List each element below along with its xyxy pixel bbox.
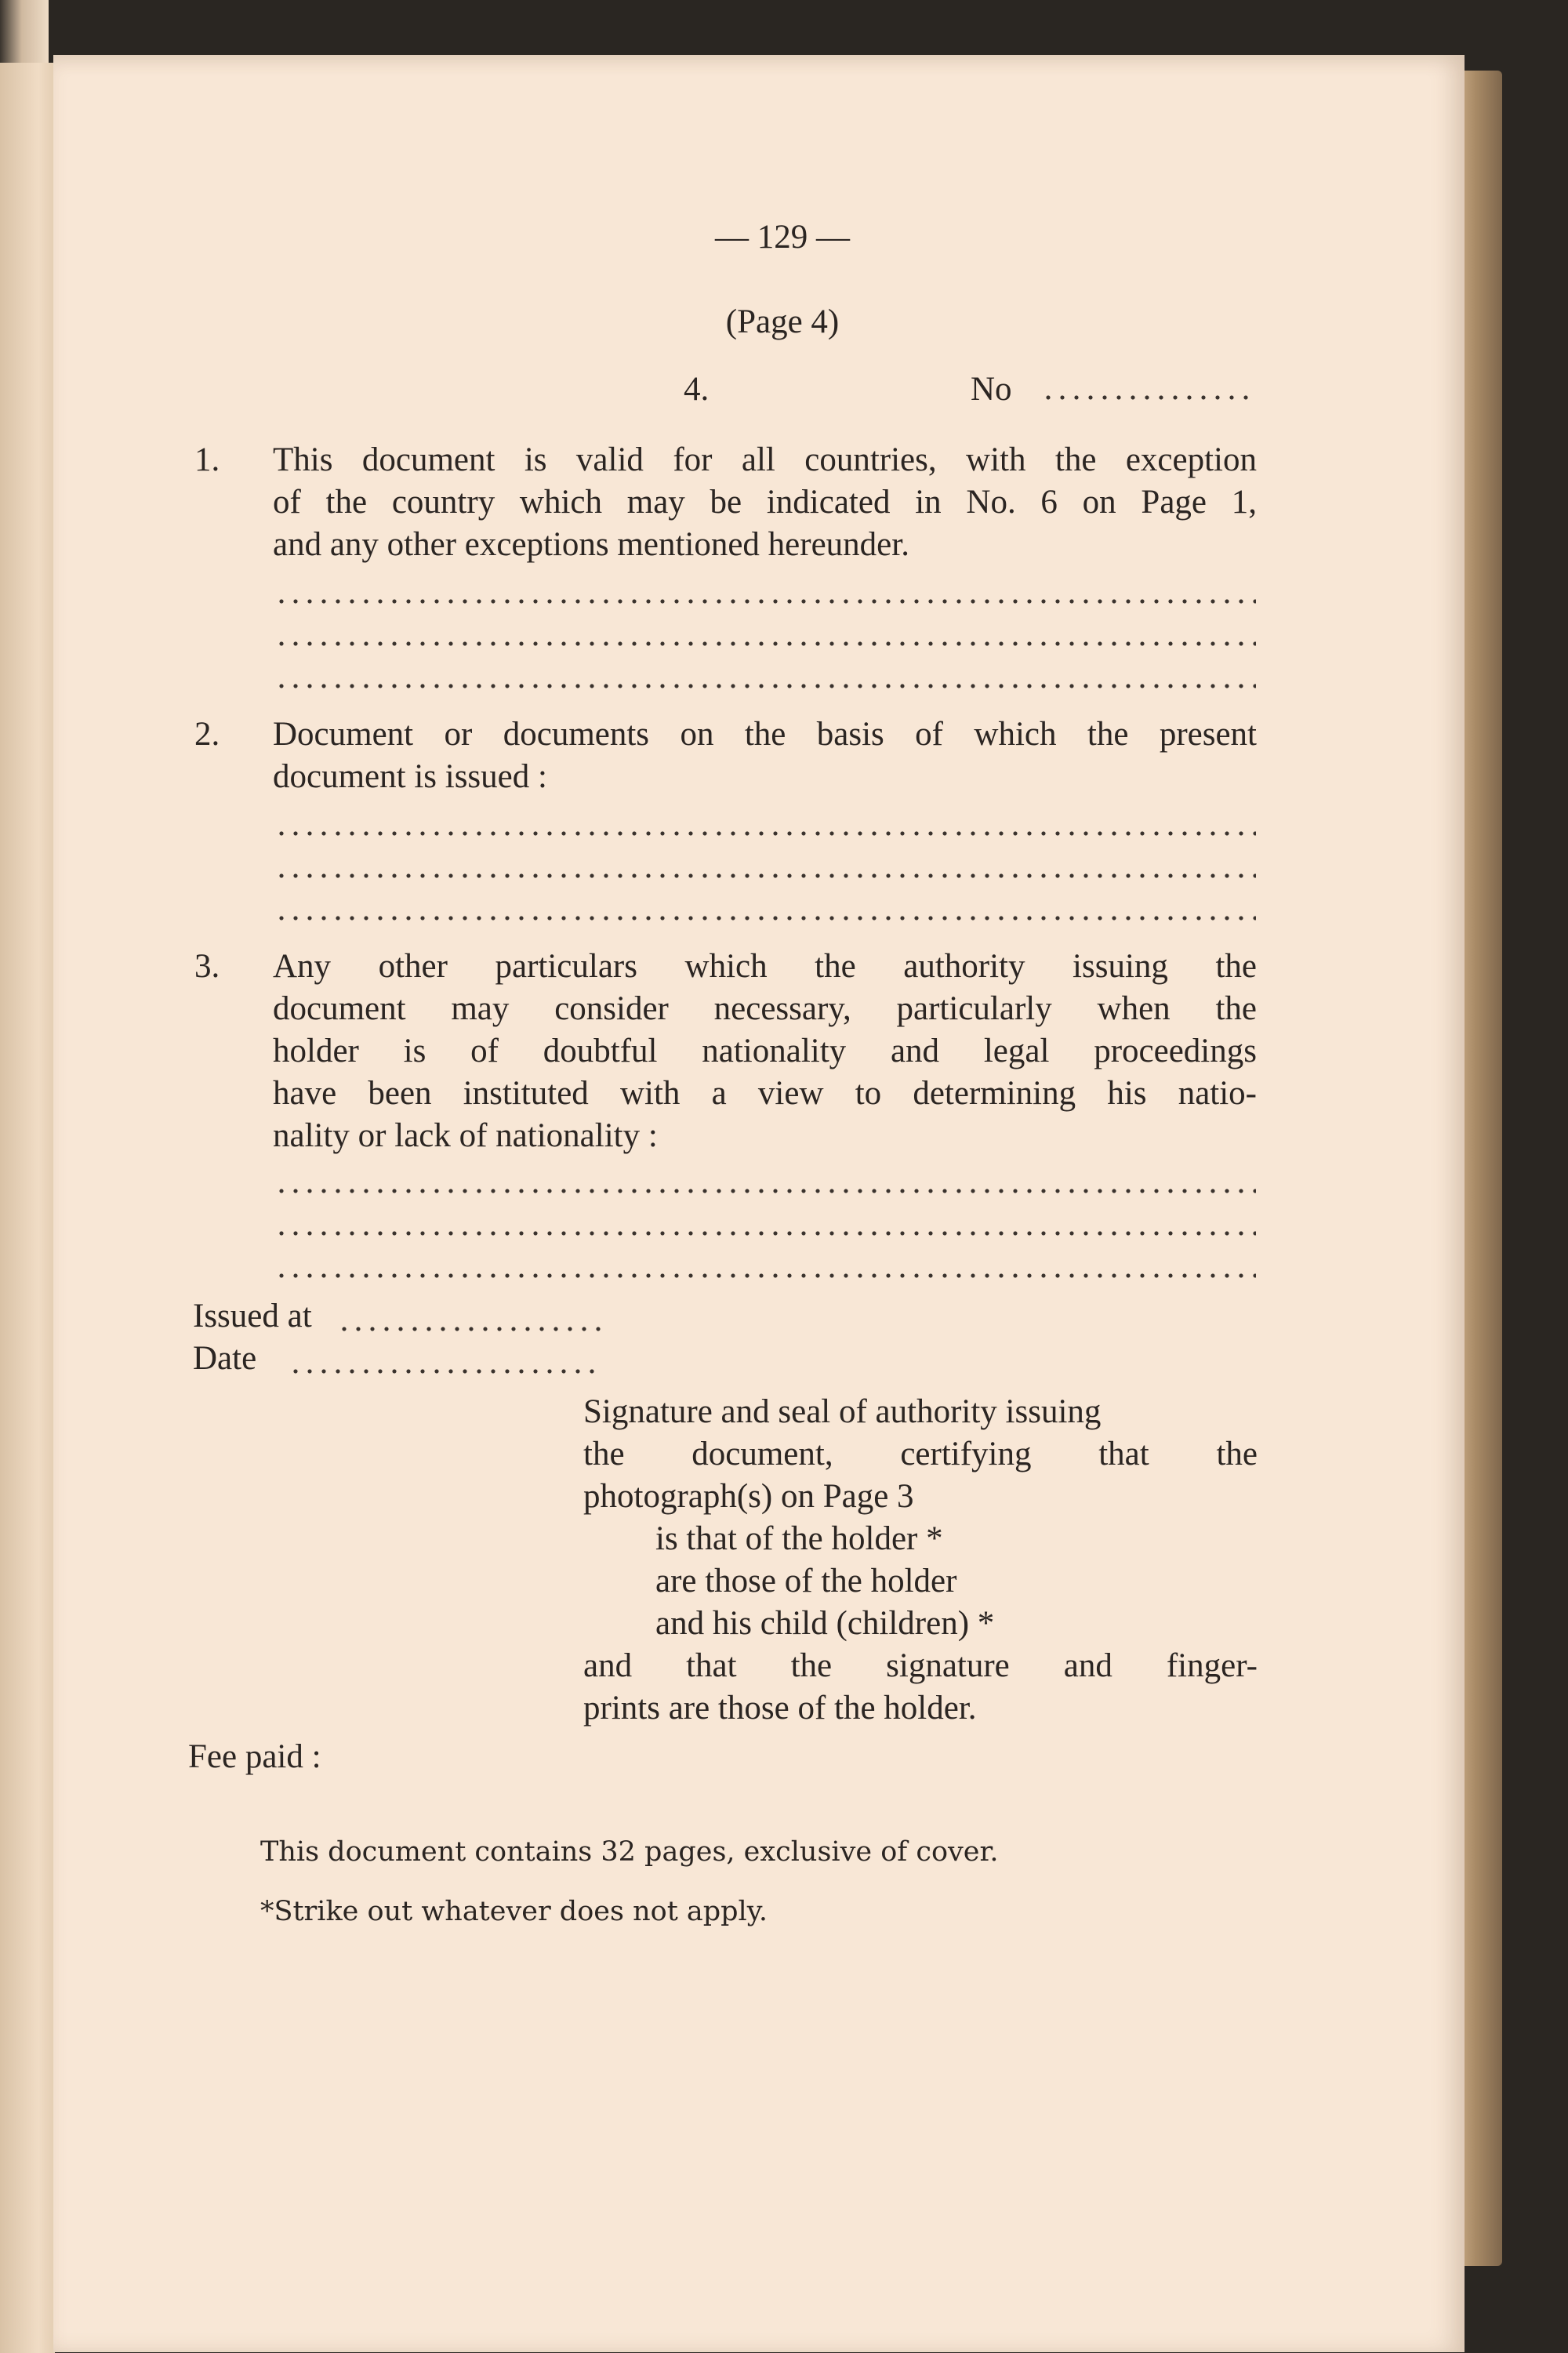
fee-paid-label: Fee paid :: [188, 1738, 321, 1775]
date-field[interactable]: [289, 1367, 604, 1375]
section-2-line: Document or documents on the basis of which the present: [273, 716, 1257, 753]
serial-number-field[interactable]: [1041, 394, 1253, 401]
date-label: Date: [193, 1340, 257, 1377]
section-2-line: document is issued :: [273, 758, 547, 795]
section-2-fill-line[interactable]: [274, 872, 1256, 880]
section-3-fill-line[interactable]: [274, 1272, 1256, 1280]
section-3-fill-line[interactable]: [274, 1229, 1256, 1237]
section-3-line: Any other particulars which the authority issuing the: [273, 948, 1257, 985]
facing-page-edge: [0, 63, 55, 2353]
page-reference: (Page 4): [725, 303, 840, 340]
signature-line: the document, certifying that the: [583, 1436, 1258, 1472]
signature-block: [583, 1391, 1258, 1730]
section-1-fill-line[interactable]: [274, 640, 1256, 648]
signature-line: photograph(s) on Page 3: [583, 1478, 914, 1515]
section-3-line: have been instituted with a view to determining his natio-: [273, 1075, 1257, 1112]
section-1-line: of the country which may be indicated in No. 6 on Page 1,: [273, 484, 1257, 521]
section-2-text: [273, 714, 1257, 798]
signature-line: prints are those of the holder.: [583, 1690, 977, 1727]
issued-at-label: Issued at: [193, 1298, 312, 1334]
section-3-fill-line[interactable]: [274, 1187, 1256, 1195]
signature-option: are those of the holder: [655, 1563, 957, 1600]
document-page: [53, 55, 1465, 2352]
strike-out-note: *Strike out whatever does not apply.: [260, 1896, 768, 1927]
section-3-line: nality or lack of nationality :: [273, 1117, 658, 1154]
section-1-number: 1.: [194, 441, 220, 478]
section-3-number: 3.: [194, 948, 220, 985]
serial-number-label: No: [971, 371, 1012, 408]
signature-line: and that the signature and finger-: [583, 1647, 1258, 1684]
section-3-text: [273, 946, 1257, 1157]
section-1-fill-line[interactable]: [274, 597, 1256, 605]
signature-option: is that of the holder *: [655, 1520, 943, 1557]
section-3-line: document may consider necessary, particularly when the: [273, 990, 1257, 1027]
form-number: 4.: [684, 371, 710, 408]
page-number: — 129 —: [715, 219, 850, 256]
section-1-text: [273, 439, 1257, 566]
section-2-number: 2.: [194, 716, 220, 753]
section-2-fill-line[interactable]: [274, 914, 1256, 922]
page-count-note: This document contains 32 pages, exclusive of cover.: [260, 1836, 999, 1868]
section-1-fill-line[interactable]: [274, 682, 1256, 690]
section-2-fill-line[interactable]: [274, 830, 1256, 837]
section-1-line: This document is valid for all countries, with the exception: [273, 441, 1257, 478]
section-3-line: holder is of doubtful nationality and legal proceedings: [273, 1033, 1257, 1069]
signature-option: and his child (children) *: [655, 1605, 995, 1642]
page-stack-edge: [1458, 71, 1502, 2266]
section-1-line: and any other exceptions mentioned hereunder.: [273, 526, 909, 563]
issued-at-field[interactable]: [337, 1325, 604, 1333]
signature-line: Signature and seal of authority issuing: [583, 1393, 1102, 1430]
